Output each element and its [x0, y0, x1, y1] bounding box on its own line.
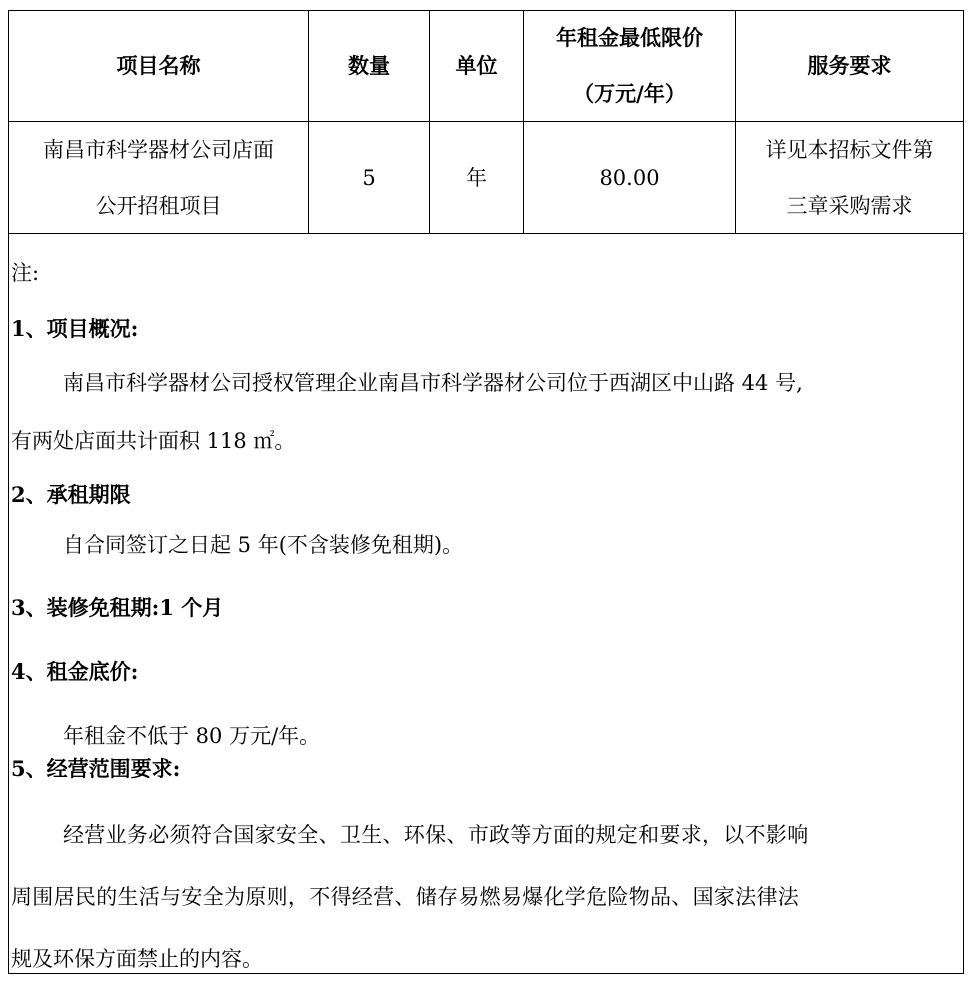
header-quantity-text: 数量 [348, 53, 390, 78]
header-unit-text: 单位 [455, 53, 498, 78]
section-5-title: 5、经营范围要求: [11, 756, 181, 781]
header-min-rent [524, 11, 735, 121]
project-name-line2: 公开招租项目 [95, 193, 222, 218]
section-1-title: 1、项目概况: [11, 316, 139, 341]
section-5-line1: 经营业务必须符合国家安全、卫生、环保、市政等方面的规定和要求，以不影响 [63, 823, 809, 847]
cell-service [736, 122, 963, 233]
notes-label: 注: [11, 261, 40, 285]
header-quantity [309, 11, 429, 121]
header-project-name-text: 项目名称 [116, 53, 201, 78]
section-4-title: 4、租金底价: [11, 659, 139, 684]
section-2-title: 2、承租期限 [11, 482, 131, 507]
cell-unit [430, 122, 523, 233]
project-name-line1: 南昌市科学器材公司店面 [43, 137, 274, 162]
min-rent-value: 80.00 [599, 165, 660, 190]
header-service [736, 11, 963, 121]
header-project-name [9, 11, 308, 121]
section-1-line2: 有两处店面共计面积 118 ㎡。 [11, 429, 296, 453]
cell-quantity [309, 122, 429, 233]
section-5-line3: 规及环保方面禁止的内容。 [11, 947, 263, 971]
header-unit [430, 11, 523, 121]
header-min-rent-line1: 年租金最低限价 [556, 25, 703, 50]
service-line2: 三章采购需求 [786, 193, 913, 218]
header-min-rent-line2: （万元/年） [573, 81, 686, 106]
document-frame [8, 10, 964, 974]
section-1-line1: 南昌市科学器材公司授权管理企业南昌市科学器材公司位于西湖区中山路 44 号, [63, 371, 803, 395]
section-2-line1: 自合同签订之日起 5 年(不含装修免租期)。 [63, 533, 464, 557]
section-3-title: 3、装修免租期:1 个月 [11, 595, 224, 620]
header-service-text: 服务要求 [807, 53, 892, 78]
service-line1: 详见本招标文件第 [765, 137, 934, 162]
section-4-line1: 年租金不低于 80 万元/年。 [63, 724, 321, 748]
cell-project-name [9, 122, 308, 233]
cell-min-rent [524, 122, 735, 233]
quantity-value: 5 [362, 165, 376, 190]
section-5-line2: 周围居民的生活与安全为原则，不得经营、储存易燃易爆化学危险物品、国家法律法 [11, 885, 800, 909]
unit-value: 年 [466, 165, 487, 190]
